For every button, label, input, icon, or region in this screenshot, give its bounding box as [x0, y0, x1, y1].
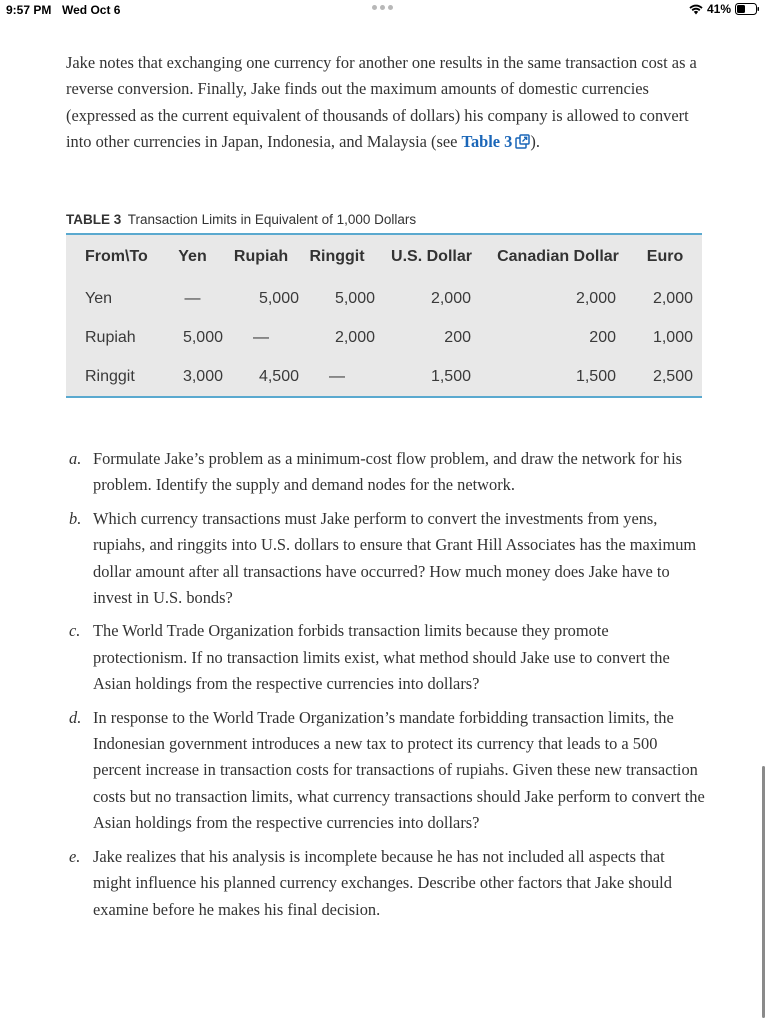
col-header: Canadian Dollar: [497, 248, 619, 265]
table-row: [66, 279, 702, 318]
table-cell: 2,000: [334, 328, 375, 346]
row-header: Rupiah: [85, 328, 136, 346]
question-letter: a.: [69, 449, 82, 468]
battery-icon: [735, 3, 760, 15]
col-header: Yen: [178, 248, 207, 265]
table-cell: 200: [444, 328, 471, 346]
col-header: From\To: [85, 248, 148, 265]
table-cell: 3,000: [182, 367, 223, 385]
col-header: U.S. Dollar: [391, 248, 472, 265]
row-header: Ringgit: [85, 367, 135, 385]
table-cell: 5,000: [258, 289, 299, 307]
table-row: [66, 318, 702, 357]
external-link-icon[interactable]: [515, 134, 530, 149]
question-c: [66, 618, 706, 697]
table-3-link[interactable]: [462, 132, 531, 151]
question-d: [66, 705, 706, 837]
table-cell: —: [329, 367, 345, 385]
intro-after: ).: [530, 132, 540, 152]
table-cell: 200: [589, 328, 616, 346]
transaction-limits-table: [66, 233, 702, 398]
question-letter: d.: [69, 707, 82, 727]
question-text: Jake realizes that his analysis is incomplete because he has not included all aspects that might influence his planned currency exchanges. Describe other factors that Jake should examine before he makes his final decision.: [93, 846, 672, 919]
table-title: Transaction Limits in Equivalent of 1,000 Dollars: [127, 212, 417, 227]
table-cell: 2,000: [430, 289, 471, 307]
table-cell: 2,500: [652, 367, 693, 385]
question-letter: c.: [69, 621, 81, 641]
question-text: In response to the World Trade Organization’s mandate forbidding transaction limits, the Indonesian government introduces a new tax to protect its currency that leads to a 500 percent increase in transaction costs for transactions of rupiahs. Given these new transaction costs but no transaction limits, what currency transactions should Jake perform to convert the Asian holdings from the respective currencies into dollars?: [93, 707, 705, 833]
table-cell: 1,500: [575, 367, 616, 385]
table-cell: —: [253, 328, 269, 346]
table-label: TABLE 3: [66, 212, 122, 227]
status-bar: [0, 0, 768, 22]
col-header: Euro: [646, 248, 684, 265]
more-dots-icon[interactable]: [372, 5, 393, 10]
table-cell: 1,500: [430, 367, 471, 385]
table-cell: 5,000: [182, 328, 223, 346]
question-e: [66, 844, 706, 923]
question-a: [66, 446, 706, 499]
table-3-link-label[interactable]: Table 3: [461, 132, 513, 152]
table-row: [66, 357, 702, 396]
question-text: Formulate Jake’s problem as a minimum-cost flow problem, and draw the network for his problem. Identify the supply and demand nodes for the network.: [93, 449, 683, 495]
question-text: Which currency transactions must Jake perform to convert the investments from yens, rupiahs, and ringgits into U.S. dollars to ensure that Grant Hill Associates has the maximum dollar amount after all transactions have occurred? How much money does Jake have to invest in U.S. bonds?: [93, 508, 697, 608]
question-letter: e.: [69, 846, 81, 866]
table-cell: 4,500: [258, 367, 299, 385]
intro-paragraph: [66, 50, 706, 156]
table: [66, 235, 702, 396]
status-date: Wed Oct 6: [62, 3, 121, 17]
battery-percent: 41%: [706, 2, 731, 16]
table-cell: 2,000: [652, 289, 693, 307]
table-caption: [66, 212, 416, 227]
intro-text: Jake notes that exchanging one currency for another one results in the same transaction cost as a reverse conversion. Finally, Jake finds out the maximum amounts of domestic currencies (expressed as the current equivalent of thousands of dollars) his company is allowed to convert into other currencies in Japan, Indonesia, and Malaysia (see: [66, 53, 697, 152]
table-cell: 1,000: [652, 328, 693, 346]
question-list: [66, 446, 706, 930]
status-right: [689, 2, 760, 16]
table-cell: 2,000: [575, 289, 616, 307]
row-header: Yen: [85, 289, 112, 307]
wifi-icon: [689, 3, 703, 15]
scrollbar[interactable]: [762, 766, 765, 1018]
question-text: The World Trade Organization forbids transaction limits because they promote protectionism. If no transaction limits exist, what method should Jake use to convert the Asian holdings from the respective currencies into dollars?: [93, 621, 670, 694]
col-header: Rupiah: [233, 248, 289, 265]
table-header-row: [66, 235, 702, 279]
question-letter: b.: [69, 508, 82, 528]
status-time: 9:57 PM: [6, 3, 52, 17]
table-cell: 5,000: [334, 289, 375, 307]
question-b: [66, 506, 706, 612]
table-cell: —: [184, 289, 201, 307]
col-header: Ringgit: [309, 248, 365, 265]
